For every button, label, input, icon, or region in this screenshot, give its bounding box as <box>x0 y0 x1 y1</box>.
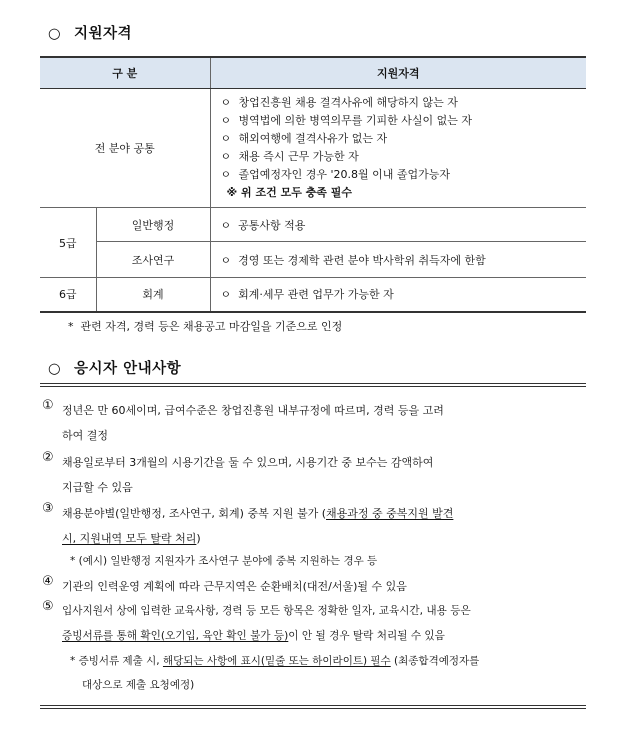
section-title: 응시자 안내사항 <box>74 361 182 377</box>
guide-text: 채용일로부터 3개월의 시용기간을 둘 수 있으며, 시용기간 중 보수는 감액하여 <box>62 456 434 469</box>
divider <box>40 386 586 387</box>
guide-subnote: * (예시) 일반행정 지원자가 조사연구 분야에 중복 지원하는 경우 등 <box>70 555 378 567</box>
divider <box>40 705 586 706</box>
table-row-common <box>40 89 586 208</box>
table-row-general-admin <box>40 208 586 242</box>
req-general-admin: ㅇ 공통사항 적용 <box>210 208 586 242</box>
common-label: 전 분야 공통 <box>40 89 210 208</box>
header-category: 구 분 <box>40 57 210 89</box>
requirement-item: ㅇ 해외여행에 결격사유가 없는 자 <box>220 132 388 145</box>
section-heading-qualifications <box>48 22 132 43</box>
qualification-note: * 관련 자격, 경력 등은 채용공고 마감일을 기준으로 인정 <box>68 320 343 333</box>
qualification-table <box>40 56 586 313</box>
guide-text: 입사지원서 상에 입력한 교육사항, 경력 등 모든 항목은 정확한 일자, 교육시간, 내용 등은 <box>62 605 471 617</box>
guide-text: 증빙서류를 통해 확인(오기입, 육안 확인 불가 등)이 안 될 경우 탈락 처리될 수 있음 <box>62 630 445 642</box>
req-accounting: ㅇ 회계·세무 관련 업무가 가능한 자 <box>210 278 586 312</box>
guide-text: 지급할 수 있음 <box>62 481 133 494</box>
grade-6-label: 6급 <box>40 278 96 312</box>
req-research: ㅇ 경영 또는 경제학 관련 분야 박사학위 취득자에 한함 <box>210 242 586 278</box>
common-note: ※ 위 조건 모두 충족 필수 <box>226 186 352 199</box>
field-general-admin: 일반행정 <box>96 208 210 242</box>
guide-text: 하여 결정 <box>62 429 109 442</box>
requirement-item: ㅇ 창업진흥원 채용 결격사유에 해당하지 않는 자 <box>220 96 458 109</box>
header-qualification: 지원자격 <box>210 57 586 89</box>
common-requirements <box>210 89 586 208</box>
requirement-item: ㅇ 채용 즉시 근무 가능한 자 <box>220 150 359 163</box>
guide-text: 기관의 인력운영 계획에 따라 근무지역은 순환배치(대전/서울)될 수 있음 <box>62 580 407 593</box>
divider <box>40 708 586 709</box>
grade-5-label: 5급 <box>40 208 96 278</box>
section-title: 지원자격 <box>74 26 133 42</box>
field-research: 조사연구 <box>96 242 210 278</box>
table-row-research <box>40 242 586 278</box>
requirement-item: ㅇ 병역법에 의한 병역의무를 기피한 사실이 없는 자 <box>220 114 472 127</box>
divider <box>40 383 586 384</box>
guide-text: 정년은 만 60세이며, 급여수준은 창업진흥원 내부규정에 따르며, 경력 등을 고려 <box>62 404 444 417</box>
field-accounting: 회계 <box>96 278 210 312</box>
table-row-accounting <box>40 278 586 312</box>
guide-text: 채용분야별(일반행정, 조사연구, 회계) 중복 지원 불가 (채용과정 중 중복지원 발견 <box>62 507 454 520</box>
section-heading-applicant-guide <box>48 357 181 378</box>
guide-text: 시, 지원내역 모두 탈락 처리) <box>62 532 201 545</box>
circle-bullet-icon: ○ <box>48 26 62 42</box>
requirement-item: ㅇ 졸업예정자인 경우 '20.8월 이내 졸업가능자 <box>220 168 451 181</box>
table-header-row <box>40 57 586 89</box>
circle-bullet-icon: ○ <box>48 361 62 377</box>
guide-subnote: * 증빙서류 제출 시, 해당되는 사항에 표시(밑줄 또는 하이라이트) 필수 (최종합격예정자를 대상으로 제출 요청예정) <box>70 655 480 691</box>
